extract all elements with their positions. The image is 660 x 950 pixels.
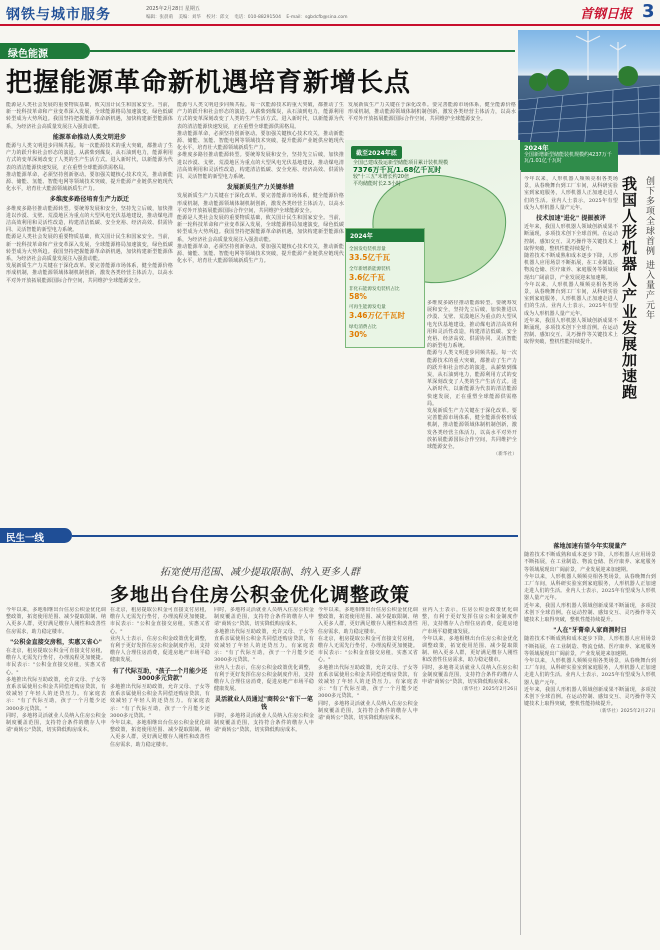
paragraph: 发展新质生产力关键在于深化改革。要完善能源市场体系，健全能源价格形成机制，推动能源领域体制机制创新，激发各类经营主体活力，以高水平对外开放拓展能源国际合作空间，共同维护全球能源安全。 [177,193,344,214]
paragraph: 同时，多地将灵活就业人员纳入住房公积金制度覆盖范围，支持符合条件的缴存人申请"商转公"贷款，切实降低购房成本。 [214,712,314,734]
map-title-badge: 截至2024年底 [351,146,402,159]
paragraph: 同时，多地将灵活就业人员纳入住房公积金制度覆盖范围，支持符合条件的缴存人申请"商转公"贷款，切实降低购房成本。 [318,700,418,722]
stat-label: 全年新增新能源装机 [349,267,391,272]
section-tag-green-energy [0,43,90,59]
paragraph: 能源与人类文明进步同频共振。每一次能源技术的重大突破，都推动了生产力的跃升和社会形态的演进。从薪柴到煤炭，从石油到电力，能源利用方式的变革深刻改变了人类的生产生活方式。进入新时代，以新能源为代表的清洁能源快速发展，正在重塑全球能源供需格局。 [6,143,173,171]
paragraph: 发展新质生产力关键在于深化改革。要完善能源市场体系，健全能源价格形成机制，推动能源领域体制机制创新，激发各类经营主体活力，以高水平对外开放拓展能源国际合作空间，共同维护全球能源安全。 [427,408,517,451]
stat-item [349,266,421,283]
paragraph: 多地推出代际互助政策，允许父母、子女等直系亲属使用公积金共同偿还购房贷款，有效减轻了年轻人的还贷压力。有家庭表示："有了代际互助，孩子一个月能少还3000多元贷款。" [110,684,210,719]
map-info-line: 全国已建成投运新型储能项目累计装机规模 [353,160,449,166]
article-energy-col1 [6,102,173,527]
map-info-line: 较"十三五"末增长约20倍 [353,174,409,180]
editor-credit: 编辑：张晨萌 [146,15,173,20]
map-info-value: 7376万千瓦/1.68亿千瓦时 [353,166,442,174]
weekday: 星期五 [184,6,200,12]
subheading: 发展新质生产力关键举措 [226,184,295,192]
paragraph: 今年以来，人形机器人频频亮相各类场景，从春晚舞台到工厂车间，从科研实验室到家庭服务，人形机器人正加速走进人们的生活。业内人士表示，2025年有望成为人形机器人量产元年。 [524,573,656,602]
paragraph: 今年以来，人形机器人频频亮相各类场景，从春晚舞台到工厂车间，从科研实验室到家庭服务，人形机器人正加速走进人们的生活。业内人士表示，2025年有望成为人形机器人量产元年。 [524,176,618,211]
subheading: 灵活就业人员通过"商转公"省下一笔钱 [215,696,313,711]
date-line [146,5,200,12]
paragraph: 在北京，租房提取公积金可直接支付房租，缴存人无需先行垫付，办理流程更加便捷。市民表示："公积金直接交房租，实惠又省心。" [318,635,418,664]
page-number: 3 [642,1,655,22]
map-info-box [353,160,503,188]
paragraph: 多维度多路径推动能源转型。要统筹发展和安全，坚持先立后破，加快推进以沙漠、戈壁、荒漠地区为重点的大型风电光伏基地建设，推动煤电清洁高效利用和灵活性改造，构建清洁低碳、安全充裕、经济高效、供需协同、灵活智能的新型电力系统。 [6,205,173,234]
paragraph: 今年以来，多地相继出台住房公积金优化调整政策，拓宽使用范围、减少提取限制、纳入更多人群，更好满足缴存人刚性和改善性住房需求，助力稳定楼市。 [318,607,418,635]
subheading: 能源革命推动人类文明进步 [52,133,127,141]
article-energy-col3b [427,300,517,527]
sidebar-headline: 我国人形机器人产业发展加速跑 [620,176,638,400]
subheading: 多维度多路径培育生产力跃迁 [49,196,130,204]
paragraph: 发展新质生产力关键在于深化改革。要完善能源市场体系，健全能源价格形成机制，推动能源领域体制机制创新，激发各类经营主体活力，以高水平对外开放拓展能源国际合作空间，共同维护全球能源安全。 [6,263,173,284]
article-housing-col2 [110,607,210,943]
stat-item [349,286,421,301]
section-title: 钢铁与城市服务 [6,7,111,23]
paragraph: 今年以来，人形机器人频频亮相各类场景，从春晚舞台到工厂车间，从科研实验室到家庭服务，人形机器人正加速走进人们的生活。业内人士表示，2025年有望成为人形机器人量产元年。 [524,281,618,317]
section-rule [90,50,515,52]
phone: 电话：010-88291504 [234,15,281,20]
paragraph: 在北京，租房提取公积金可直接支付房租，缴存人无需先行垫付，办理流程更加便捷。市民表示："公积金直接交房租，实惠又省心。" [110,607,210,635]
stat-item [349,324,421,339]
subheading: 有了代际互助，"孩子一个月能少还3000多元贷款" [112,667,208,682]
article-housing-col1 [6,607,106,943]
paragraph: 发展新质生产力关键在于深化改革。要完善能源市场体系，健全能源价格形成机制，推动能源领域体制机制创新，激发各类经营主体活力，以高水平对外开放拓展能源国际合作空间，共同维护全球能源安全。 [348,102,516,123]
stat-value: 33.5亿千瓦 [349,253,391,262]
stats-list [346,242,424,344]
article-housing-col4 [318,607,418,943]
stat-label: 全国发电装机容量 [349,247,386,252]
paragraph: 近年来，我国人形机器人领域创新成果不断涌现，多项技术创下全球首例。在运动控制、感知交互、灵巧操作等关键技术上取得突破，整机性能持续提升。 [524,686,656,708]
section-tag-label: 绿色能源 [8,49,48,60]
subheading: 技术加速"进化" 提振被评 [536,215,606,223]
paragraph: 同时，多地将灵活就业人员纳入住房公积金制度覆盖范围，支持符合条件的缴存人申请"商转公"贷款，切实降低购房成本。 [6,712,106,734]
section-tag-livelihood [0,528,72,543]
paragraph: 能源与人类文明进步同频共振。每一次能源技术的重大突破，都推动了生产力的跃升和社会形态的演进。从薪柴到煤炭，从石油到电力，能源利用方式的变革深刻改变了人类的生产生活方式。进入新时代，以新能源为代表的清洁能源快速发展，正在重塑全球能源供需格局。 [177,102,344,130]
paragraph: 多地推出代际互助政策，允许父母、子女等直系亲属使用公积金共同偿还购房贷款，有效减轻了年轻人的还贷压力。有家庭表示："有了代际互助，孩子一个月能少还3000多元贷款。" [214,628,314,664]
credits-line [146,14,348,20]
article-housing-col5 [422,607,518,943]
headline-housing-fund: 多地出台住房公积金优化调整政策 [109,584,410,606]
paragraph: 近年来，我国人形机器人领域创新成果不断涌现，多项技术创下全球首例。在运动控制、感知交互、灵巧操作等关键技术上取得突破，整机性能持续提升。 [524,602,656,624]
paragraph: 随着技术不断成熟和成本逐步下降，人形机器人应用场景不断拓展，在工业制造、物流仓储、医疗康养、家庭服务等领域展现出广阔前景，产业发展迎来加速期。 [524,552,656,573]
solar-panel-photo [518,30,660,155]
paragraph: 推动能源革命，必须坚持创新驱动。要加强关键核心技术攻关，推动新能源、储能、氢能、智能电网等领域技术突破，提升能源产业链供应链现代化水平，培育壮大能源领域新质生产力。 [177,130,344,152]
stat-item [349,246,421,263]
proof-credit: 校对：邱文 [206,15,229,20]
sidebar-subheadline: 创下多项全球首例 进入量产元年 [644,176,654,320]
info-year: 2024年 [524,144,549,152]
paragraph: 近年来，我国人形机器人领域创新成果不断涌现，多项技术创下全球首例。在运动控制、感知交互、灵巧操作等关键技术上取得突破，整机性能持续提升。 [524,317,618,346]
paragraph: 多地推出代际互助政策，允许父母、子女等直系亲属使用公积金共同偿还购房贷款，有效减轻了年轻人的还贷压力。有家庭表示："有了代际互助，孩子一个月能少还3000多元贷款。" [318,664,418,700]
article-energy-col2 [177,102,344,527]
paragraph: 今年以来，多地相继出台住房公积金优化调整政策，拓宽使用范围、减少提取限制、纳入更多人群，更好满足缴存人刚性和改善性住房需求，助力稳定楼市。 [6,607,106,635]
article-housing-col3 [214,607,314,943]
paragraph: 多维度多路径推动能源转型。要统筹发展和安全，坚持先立后破，加快推进以沙漠、戈壁、荒漠地区为重点的大型风电光伏基地建设，推动煤电清洁高效利用和灵活性改造，构建清洁低碳、安全充裕、经济高效、供需协同、灵活智能的新型电力系统。 [427,300,517,350]
date: 2025年2月28日 [146,6,184,12]
paragraph: 同时，多地将灵活就业人员纳入住房公积金制度覆盖范围，支持符合条件的缴存人申请"商转公"贷款，切实降低购房成本。 [422,664,518,686]
byline: （新华社）2025年2月26日 [459,687,518,693]
sidebar-rule [520,170,521,935]
solar-panels-illustration [518,30,660,155]
stat-item [349,304,421,321]
paragraph: 业内人士表示，住房公积金政策优化调整，有利于更好发挥住房公积金制度作用，支持缴存人合理住房消费，促进房地产市场平稳健康发展。 [214,664,314,693]
stats-title: 2024年 [346,229,424,242]
brand-logo: 首钢日报 [580,7,633,22]
paragraph: 今年以来，多地相继出台住房公积金优化调整政策，拓宽使用范围、减少提取限制、纳入更多人群，更好满足缴存人刚性和改善性住房需求，助力稳定楼市。 [110,720,210,748]
byline: （新华社）2025年2月27日 [597,709,656,715]
paragraph: 能源是人类社会发展的重要物质基础，攸关国计民生和国家安全。当前，新一轮科技革命和产业变革深入发展，全球能源格局加速演变，绿色低碳转型成为大势所趋。我国坚持把握能源革命新机遇，加快构建新型能源体系，为经济社会高质量发展注入强劲动能。 [6,234,173,263]
stat-label: 可再生能源发电量 [349,305,386,310]
stats-panel [345,228,425,348]
sidebar-col-bottom [524,540,656,940]
paragraph: 在北京，租房提取公积金可直接支付房租，缴存人无需先行垫付，办理流程更加便捷。市民表示："公积金直接交房租，实惠又省心。" [6,648,106,676]
paragraph: 多维度多路径推动能源转型。要统筹发展和安全，坚持先立后破，加快推进以沙漠、戈壁、荒漠地区为重点的大型风电光伏基地建设，推动煤电清洁高效利用和灵活性改造，构建清洁低碳、安全充裕、经济高效、供需协同、灵活智能的新型电力系统。 [177,152,344,181]
info-text: 全国新增新型储能装机规模约4237万千瓦/1.01亿千瓦时 [524,151,612,164]
paragraph: 随着技术不断成熟和成本逐步下降，人形机器人应用场景不断拓展，在工业制造、物流仓储、医疗康养、家庭服务等领域展现出广阔前景，产业发展迎来加速期。 [524,253,618,281]
kicker: 拓宽使用范围、减少提取限制、纳入更多人群 [160,567,360,578]
headline-energy: 把握能源革命新机遇培育新增长点 [6,68,412,98]
stat-label: 绿电消费占比 [349,325,377,330]
paragraph: 今年以来，多地相继出台住房公积金优化调整政策，拓宽使用范围、减少提取限制、纳入更多人群，更好满足缴存人刚性和改善性住房需求，助力稳定楼市。 [422,635,518,664]
stat-value: 58% [349,292,367,301]
paragraph: 业内人士表示，住房公积金政策优化调整，有利于更好发挥住房公积金制度作用，支持缴存人合理住房消费，促进房地产市场平稳健康发展。 [422,607,518,635]
paragraph: 业内人士表示，住房公积金政策优化调整，有利于更好发挥住房公积金制度作用，支持缴存人合理住房消费，促进房地产市场平稳健康发展。 [110,635,210,664]
byline: （新华社） [493,452,517,458]
stat-label: 非化石能源发电装机占比 [349,287,400,292]
paragraph: 能源是人类社会发展的重要物质基础，攸关国计民生和国家安全。当前，新一轮科技革命和产业变革深入发展，全球能源格局加速演变，绿色低碳转型成为大势所趋。我国坚持把握能源革命新机遇，加快构建新型能源体系，为经济社会高质量发展注入强劲动能。 [177,215,344,243]
subheading: 落地加速有望今年实现量产 [553,543,627,550]
paragraph: 随着技术不断成熟和成本逐步下降，人形机器人应用场景不断拓展，在工业制造、物流仓储、医疗康养、家庭服务等领域展现出广阔前景，产业发展迎来加速期。 [524,636,656,657]
map-info-line: 平均储能时长2.3小时 [353,181,401,187]
paragraph: 能源是人类社会发展的重要物质基础，攸关国计民生和国家安全。当前，新一轮科技革命和产业变革深入发展，全球能源格局加速演变，绿色低碳转型成为大势所趋。我国坚持把握能源革命新机遇，加快构建新型能源体系，为经济社会高质量发展注入强劲动能。 [6,102,173,130]
email: E-mail：sgbdcfb@sina.com [286,15,348,20]
paragraph: 近年来，我国人形机器人领域创新成果不断涌现，多项技术创下全球首例。在运动控制、感知交互、灵巧操作等关键技术上取得突破，整机性能持续提升。 [524,224,618,252]
subheading: "公积金直接交房租，实惠又省心" [10,638,102,646]
subheading: "人在"牙膏牵人家商测时日 [553,627,627,635]
stat-value: 3.46万亿千瓦时 [349,311,406,320]
section-tag-label: 民生一线 [6,533,45,544]
top-right-info [520,142,618,172]
article-energy-col3 [348,102,516,142]
paragraph: 今年以来，人形机器人频频亮相各类场景，从春晚舞台到工厂车间，从科研实验室到家庭服务，人形机器人正加速走进人们的生活。业内人士表示，2025年有望成为人形机器人量产元年。 [524,658,656,686]
paragraph: 多地推出代际互助政策，允许父母、子女等直系亲属使用公积金共同偿还购房贷款，有效减轻了年轻人的还贷压力。有家庭表示："有了代际互助，孩子一个月能少还3000多元贷款。" [6,676,106,712]
stat-value: 30% [349,330,367,339]
paragraph: 推动能源革命，必须坚持创新驱动。要加强关键核心技术攻关，推动新能源、储能、氢能、智能电网等领域技术突破，提升能源产业链供应链现代化水平，培育壮大能源领域新质生产力。 [6,171,173,193]
designer-credit: 美编：刘华 [178,15,201,20]
section-rule [72,535,518,537]
paragraph: 推动能源革命，必须坚持创新驱动。要加强关键核心技术攻关，推动新能源、储能、氢能、智能电网等领域技术突破，提升能源产业链供应链现代化水平，培育壮大能源领域新质生产力。 [177,243,344,265]
paragraph: 同时，多地将灵活就业人员纳入住房公积金制度覆盖范围，支持符合条件的缴存人申请"商转公"贷款，切实降低购房成本。 [214,607,314,628]
paragraph: 能源与人类文明进步同频共振。每一次能源技术的重大突破，都推动了生产力的跃升和社会形态的演进。从薪柴到煤炭，从石油到电力，能源利用方式的变革深刻改变了人类的生产生活方式。进入新时代，以新能源为代表的清洁能源快速发展，正在重塑全球能源供需格局。 [427,350,517,407]
sidebar-col-top [524,176,618,538]
masthead [0,0,660,26]
stat-value: 3.6亿千瓦 [349,273,385,282]
